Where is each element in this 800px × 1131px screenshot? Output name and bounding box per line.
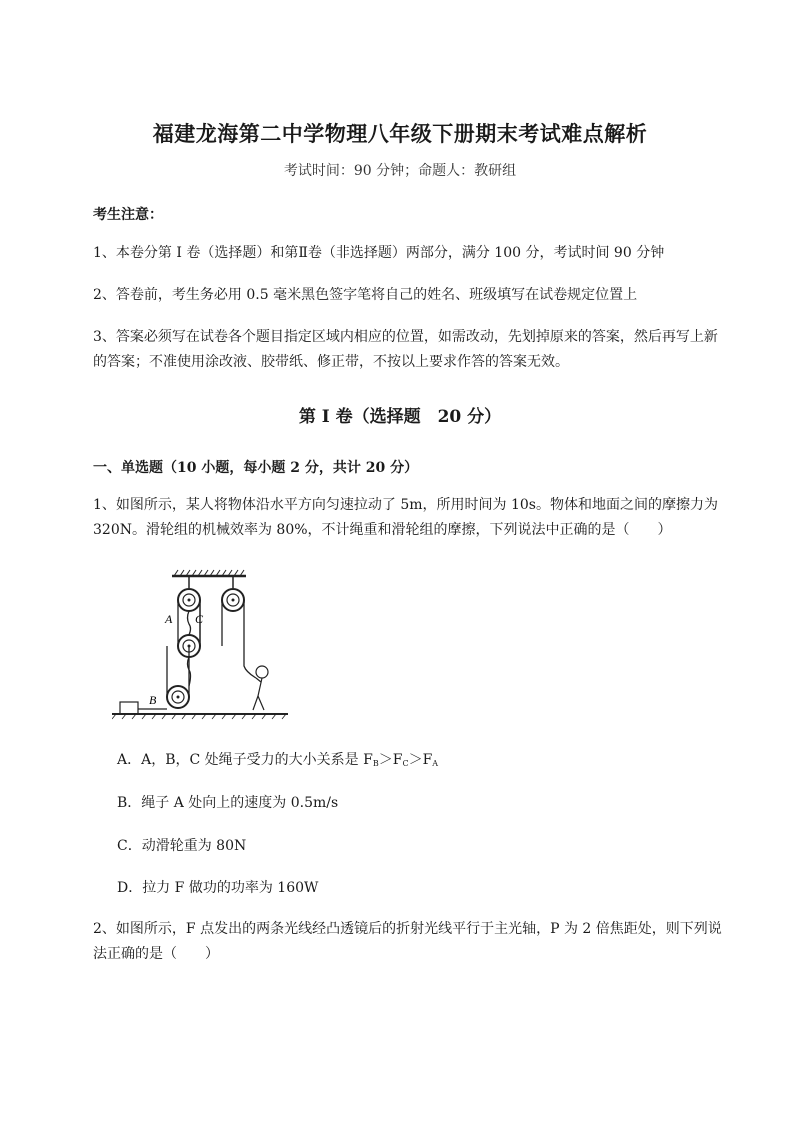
notice-item-2: 2、答卷前，考生务必用 0.5 毫米黑色签字笔将自己的姓名、班级填写在试卷规定位置上 [93, 287, 638, 303]
option-c: C．动滑轮重为 80N [117, 838, 247, 854]
notice-item-3: 3、答案必须写在试卷各个题目指定区域内相应的位置，如需改动，先划掉原来的答案，然后再写上新 [93, 329, 718, 345]
figure-label-a: A [165, 612, 173, 626]
notice-item-3-cont: 的答案；不准使用涂改液、胶带纸、修正带，不按以上要求作答的答案无效。 [93, 354, 569, 370]
question-1-line-2: 320N。滑轮组的机械效率为 80%，不计绳重和滑轮组的摩擦，下列说法中正确的是（ ） [93, 522, 672, 538]
object-box [120, 702, 138, 714]
question-group-title: 一、单选题（10 小题，每小题 2 分，共计 20 分） [93, 460, 419, 476]
question-1-line-1: 1、如图所示，某人将物体沿水平方向匀速拉动了 5m，所用时间为 10s。物体和地面之间的摩擦力为 [93, 497, 718, 513]
section-title: 第 I 卷（选择题 20 分） [298, 407, 502, 427]
page-title: 福建龙海第二中学物理八年级下册期末考试难点解析 [152, 121, 648, 146]
notice-heading: 考生注意： [93, 207, 163, 223]
person-head [256, 666, 268, 678]
figure-label-b: B [149, 693, 157, 707]
question-2-line-2: 法正确的是（ ） [93, 946, 219, 962]
question-2-line-1: 2、如图所示，F 点发出的两条光线经凸透镜后的折射光线平行于主光轴，P 为 2 倍焦距处，则下列说 [93, 921, 722, 937]
figure-label-c: C [195, 612, 204, 626]
pulley-figure [112, 566, 292, 726]
option-d: D．拉力 F 做功的功率为 160W [117, 880, 319, 896]
option-a: A．A，B，C 处绳子受力的大小关系是 $F_B>F_C>F_A$ [117, 752, 439, 768]
option-b: B．绳子 A 处向上的速度为 0.5m/s [117, 795, 339, 811]
notice-item-1: 1、本卷分第 I 卷（选择题）和第Ⅱ卷（非选择题）两部分，满分 100 分，考试时间 90 分钟 [93, 245, 665, 261]
exam-info: 考试时间：90 分钟；命题人：教研组 [283, 163, 517, 179]
